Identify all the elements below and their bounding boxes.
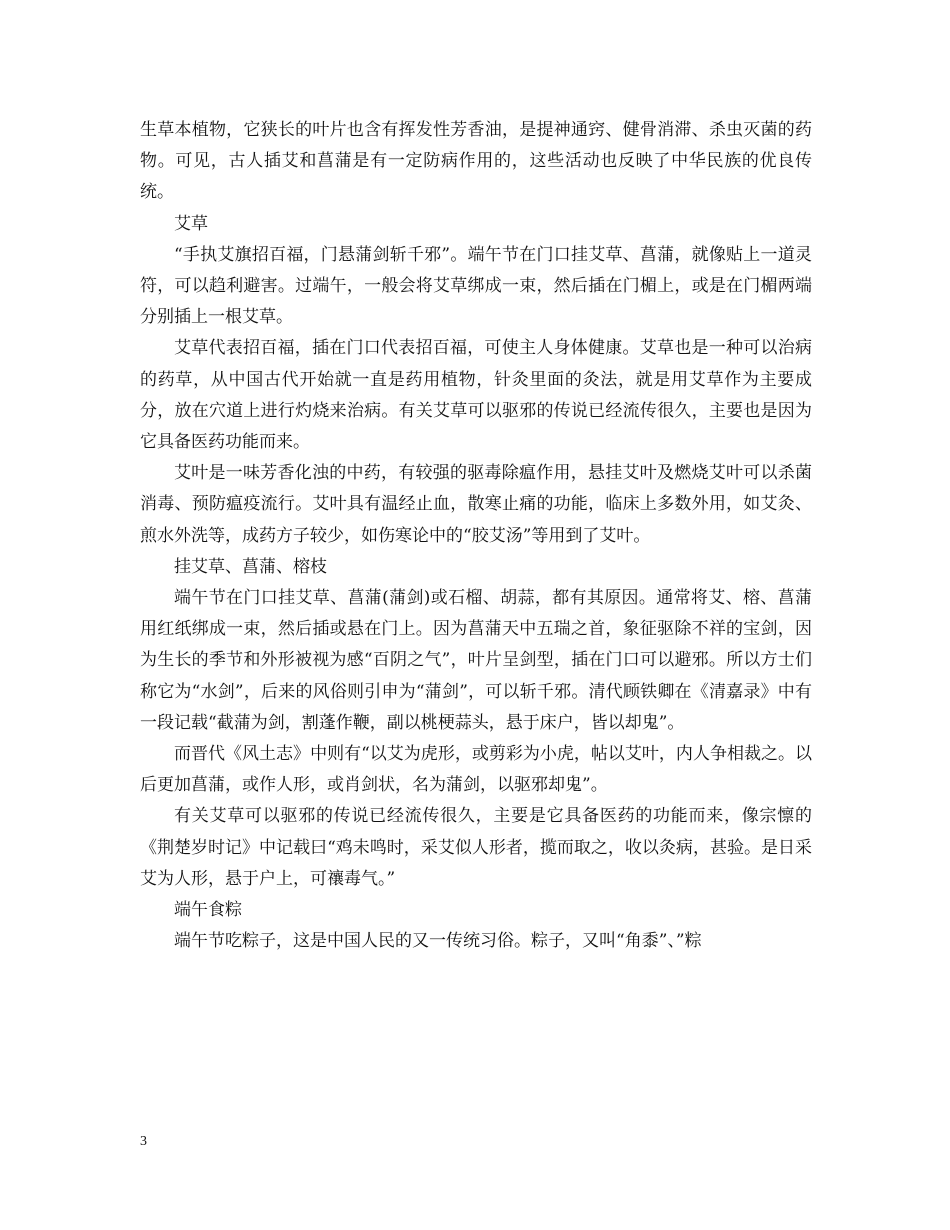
paragraph: 而晋代《风土志》中则有“以艾为虎形，或剪彩为小虎，帖以艾叶，内人争相裁之。以后更加菖蒲，或作人形，或肖剑状，名为蒲剑，以驱邪却鬼”。 [140,744,812,796]
section-heading-hang-mugwort: 挂艾草、菖蒲、榕枝 [174,556,327,577]
section-heading-zongzi: 端午食粽 [174,900,242,921]
paragraph: 艾叶是一味芳香化浊的中药，有较强的驱毒除瘟作用，悬挂艾叶及燃烧艾叶可以杀菌消毒、预防瘟疫流行。艾叶具有温经止血，散寒止痛的功能，临床上多数外用，如艾灸、煎水外洗等，成药方子较少，如伤寒论中的“胶艾汤”等用到了艾叶。 [140,463,812,546]
paragraph: 艾草代表招百福，插在门口代表招百福，可使主人身体健康。艾草也是一种可以治病的药草，从中国古代开始就一直是药用植物，针灸里面的灸法，就是用艾草作为主要成分，放在穴道上进行灼烧来治病。有关艾草可以驱邪的传说已经流传很久，主要也是因为它具备医药功能而来。 [140,338,812,453]
document-body [140,115,812,957]
paragraph: 有关艾草可以驱邪的传说已经流传很久，主要是它具备医药的功能而来，像宗懔的《荆楚岁时记》中记载曰“鸡未鸣时，采艾似人形者，揽而取之，收以灸病，甚验。是日采艾为人形，悬于户上，可禳毒气。” [140,806,812,889]
paragraph: “手执艾旗招百福，门悬蒲剑斩千邪”。端午节在门口挂艾草、菖蒲，就像贴上一道灵符，可以趋利避害。过端午，一般会将艾草绑成一束，然后插在门楣上，或是在门楣两端分别插上一根艾草。 [140,244,812,328]
section-heading-aicao: 艾草 [174,213,208,234]
paragraph-continuation: 生草本植物，它狭长的叶片也含有挥发性芳香油，是提神通窍、健骨消滞、杀虫灭菌的药物。可见，古人插艾和菖蒲是有一定防病作用的，这些活动也反映了中华民族的优良传统。 [140,120,812,203]
paragraph: 端午节在门口挂艾草、菖蒲(蒲剑)或石榴、胡蒜，都有其原因。通常将艾、榕、菖蒲用红纸绑成一束，然后插或悬在门上。因为菖蒲天中五瑞之首，象征驱除不祥的宝剑，因为生长的季节和外形被视为感“百阴之气”，叶片呈剑型，插在门口可以避邪。所以方士们称它为“水剑”，后来的风俗则引申为“蒲剑”，可以斩千邪。清代顾铁卿在《清嘉录》中有一段记载“截蒲为剑，割蓬作鞭，副以桃梗蒜头，悬于床户，皆以却鬼”。 [140,588,812,733]
page-number: 3 [140,1134,147,1149]
paragraph: 端午节吃粽子，这是中国人民的又一传统习俗。粽子，又叫“角黍”、”粽 [174,931,702,952]
